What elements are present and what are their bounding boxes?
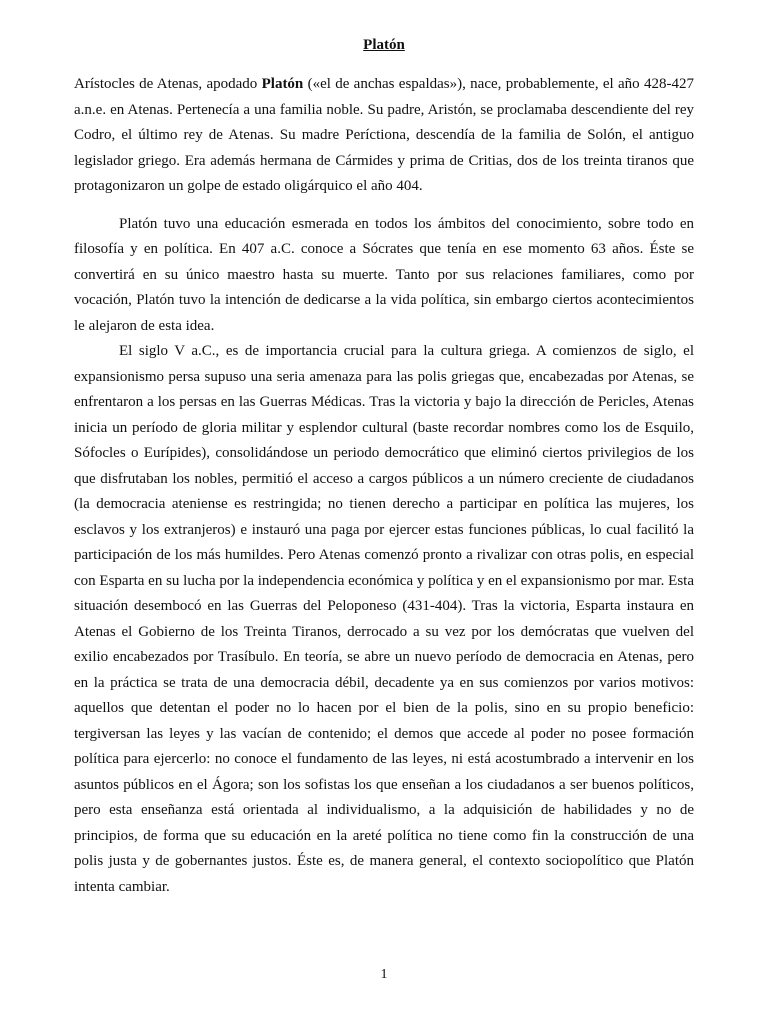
- paragraph-education: Platón tuvo una educación esmerada en todos los ámbitos del conocimiento, sobre todo en filosofía y en política. En 407 a.C. conoce a Sócrates que tenía en ese momento 63 años. Éste se convertirá en su único maestro hasta su muerte. Tanto por sus relaciones familiares, como por vocación, Platón tuvo la intención de dedicarse a la vida política, sin embargo ciertos acontecimientos le alejaron de esta idea.: [74, 215, 694, 334]
- document-body: [74, 72, 694, 900]
- page-number: 1: [380, 967, 388, 982]
- paragraph-context: El siglo V a.C., es de importancia crucial para la cultura griega. A comienzos de siglo, el expansionismo persa supuso una seria amenaza para las polis griegas que, encabezadas por Atenas, se enfrentaron a los persas en las Guerras Médicas. Tras la victoria y bajo la dirección de Pericles, Atenas inicia un período de gloria militar y esplendor cultural (baste recordar nombres como los de Esquilo, Sófocles o Eurípides), consolidándose un periodo democrático que eliminó ciertos privilegios de los que disfrutaban los nobles, permitió el acceso a cargos públicos a un número creciente de ciudadanos (la democracia ateniense es restringida; no tienen derecho a participar en política las mujeres, los esclavos y los extranjeros) e instauró una paga por ejercer estas funciones públicas, lo cual facilitó la participación de los más humildes. Pero Atenas comenzó pronto a rivalizar con otras polis, en especial con Esparta en su lucha por la independencia económica y política y en el expansionismo por mar. Esta situación desembocó en las Guerras del Peloponeso (431-404). Tras la victoria, Esparta instaura en Atenas el Gobierno de los Treinta Tiranos, derrocado a su vez por los demócratas que vuelven del exilio encabezados por Trasíbulo. En teoría, se abre un nuevo período de democracia en Atenas, pero en la práctica se trata de una democracia débil, decadente ya en sus comienzos por varios motivos: aquellos que detentan el poder no lo hacen por el bien de la polis, sino en su propio beneficio: tergiversan las leyes y las vacían de contenido; el demos que accede al poder no posee formación política para ejercerlo: no conoce el fundamento de las leyes, ni está acostumbrado a intervenir en los asuntos públicos en el Ágora; son los sofistas los que enseñan a los ciudadanos a ser buenos políticos, pero esta enseñanza está orientada al individualismo, a la adquisición de habilidades y no de principios, de forma que su educación en la areté política no tiene como fin la construcción de una polis justa y de gobernantes justos. Éste es, de manera general, el contexto sociopolítico que Platón intenta cambiar.: [74, 343, 694, 895]
- paragraph-intro-bold-name: Platón: [261, 76, 304, 92]
- paragraph-intro: [74, 72, 694, 200]
- paragraph-intro-post: («el de anchas espaldas»), nace, probablemente, el año 428-427 a.n.e. en Atenas. Pertenecía a una familia noble. Su padre, Aristón, se proclamaba descendiente del rey Codro, el último rey de Atenas. Su madre Períctiona, descendía de la familia de Solón, el antiguo legislador griego. Era además hermana de Cármides y prima de Critias, dos de los treinta tiranos que protagonizaron un golpe de estado oligárquico el año 404.: [74, 76, 694, 194]
- document-title: Platón: [363, 37, 405, 53]
- paragraph-intro-pre: Arístocles de Atenas, apodado: [74, 76, 262, 92]
